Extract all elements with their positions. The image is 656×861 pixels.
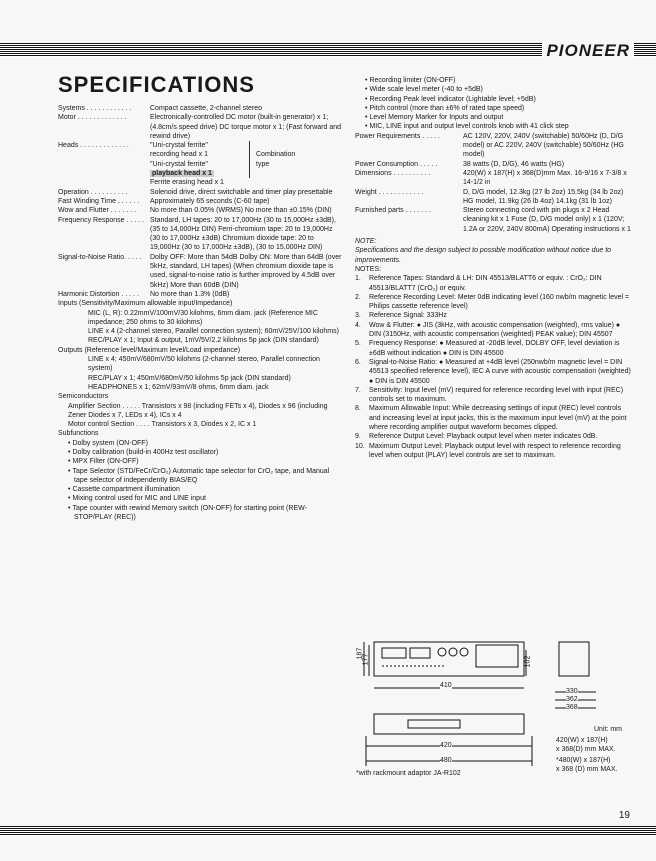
caption: x 368 (D) mm MAX. [556,766,618,773]
dim-label: 177 [362,653,370,666]
page-number: 19 [618,810,630,821]
spec-heads: Heads . . . . . . . . . . . . . "Uni-crystal ferrite" recording head x 1 "Uni-crystal ferrite" playback head x 1 Combination type Ferrite erasing head x 1 [58,142,296,187]
brand-logo: PIONEER [542,41,634,61]
left-column [58,104,343,522]
output-item: HEADPHONES x 1; 62mV/93mV/8 ohms, 6mm diam. jack [88,383,269,391]
spec-wow-flutter: Wow and Flutter . . . . . . . No more than 0.05% (WRMS) No more than ±0.15% (DIN) [58,207,332,215]
subfunction-item: • Cassette compartment illumination [74,485,343,494]
spec-operation: Operation . . . . . . . . . . Solenoid drive, direct switchable and timer play presettable [58,188,333,196]
outputs-heading: Outputs (Reference level/Maximum level/Load impedance) [58,346,241,354]
spec-motor: Motor . . . . . . . . . . . . . Electronically-controlled DC motor (built-in generator) x 1; (4.8cm/s speed drive) DC torque motor x 1; (Fast forward and rewind drive) [58,114,342,140]
dim-label: 362 [566,696,578,703]
input-item: MIC (L, R): 0.22mmV/100mV/30 kilohms, 6mm diam. jack (Reference MIC impedance; 250 ohms to 30 kilohms) [88,309,318,326]
feature-item: • Recording limiter (ON-OFF) [371,76,631,85]
spec-weight: Weight . . . . . . . . . . . . D, D/G model, 12.3kg (27 lb 2oz) 15.5kg (34 lb 2oz) HG model, 11.9kg (26 lb 4oz) 14.1kg (31 lb 1oz) [355,188,624,205]
feature-item: • MIC, LINE input and output level controls knob with 41 click step [371,122,631,131]
note-item: 2. Reference Recording Level: Meter 0dB indicating level (160 nwb/m magnetic level = Philips cassette reference level) [355,293,630,311]
feature-item: • Wide scale level meter (-40 to +5dB) [371,85,631,94]
subfunction-item: • Dolby calibration (build-in 400Hz test oscillator) [74,448,343,457]
note-item: 7. Sensitivity: Input level (mV) required for reference recording level with input (REC) controls set to maximum. [355,386,624,404]
feature-item: • Pitch control (more than ±6% of rated tape speed) [371,104,631,113]
input-item: LINE x 4 (2-channel stereo, Parallel connection system); 60mV/25V/100 kilohms) [88,328,339,336]
feature-item: • Level Memory Marker for Inputs and output [371,113,631,122]
right-column [355,76,631,460]
notes-heading: NOTES: [355,265,382,273]
note-item: 3. Reference Signal: 333Hz [355,312,447,320]
input-item: REC/PLAY x 1; Input & output, 1mV/5V/2.2 kilohms 5p jack (DIN standard) [88,337,319,345]
note-text: Specifications and the design subject to possible modification without notice due to improvements. [355,247,612,264]
spec-distortion: Harmonic Distortion . . . . . No more than 1.3% (0dB) [58,290,230,298]
spec-consumption: Power Consumption . . . . . 38 watts (D, D/G), 46 watts (HG) [355,160,565,168]
footer-rule [0,826,656,836]
spec-power: Power Requirements . . . . . AC 120V, 220V, 240V (switchable) 50/60Hz (D, D/G model) or AC 220V, 240V (switchable) 50/60Hz (HG model) [355,132,624,159]
subfunctions-heading: Subfunctions [58,430,99,438]
page-title: SPECIFICATIONS [58,72,255,97]
amplifier-section: Amplifier Section . . . . . Transistors x 98 (including FETs x 4), Diodes x 96 (including Zener Diodes x 7, LEDs x 4), ICs x 4 [68,402,328,419]
note-item: 8. Maximum Allowable Input: While decreasing settings of input (REC) level controls and increasing level at input jacks, this is the maximum input level (mV) at the point where recording amplifier output waveform becomes clipped. [355,405,627,431]
caption: *480(W) x 187(H) [556,757,611,764]
spec-snr: Signal-to-Noise Ratio. . . . . Dolby OFF: More than 54dB Dolby ON: More than 64dB (over 5kHz, standard, LH tapes) (When chromium dioxide tape is used, signal-to-noise ratio is further improved by 4.5dB over 5kHz) More than 60dB (DIN) [58,253,342,289]
dim-label: 410 [440,682,452,689]
spec-dimensions: Dimensions . . . . . . . . . . 420(W) x 187(H) x 368(D)mm Max. 16-9/16 x 7-3/8 x 14-1/2 in [355,169,627,187]
subfunction-item: • Mixing control used for MIC and LINE input [74,494,343,503]
caption: *with rackmount adaptor JA-R102 [356,770,461,777]
subfunction-item: • Tape Selector (STD/FeCr/CrO₂) Automatic tape selector for CrO₂ tape, and Manual tape selector of independently BIAS/EQ [74,467,343,486]
dim-label: 368 [566,704,578,711]
subfunction-item: • MPX Filter (ON-OFF) [74,457,343,466]
note-item: 9. Reference Output Level: Playback output level when meter indicates 0dB. [355,433,598,441]
dim-label: 187 [356,647,364,660]
note-item: 10. Maximum Output Level: Playback output level with respect to reference recording level when output (PLAY) level controls are set to maximum. [355,442,621,459]
subfunction-item: • Tape counter with rewind Memory switch (ON-OFF) for starting point (REW-STOP/PLAY (REC)) [74,504,343,523]
inputs-heading: Inputs (Sensitivity/Maximum allowable input/Impedance) [58,300,233,308]
note-heading: NOTE: [355,238,377,246]
subfunction-item: • Dolby system (ON-OFF) [74,439,343,448]
dim-label: 420 [440,742,452,749]
dimension-diagram [356,636,638,816]
spec-systems: Systems . . . . . . . . . . . . Compact cassette, 2-channel stereo [58,105,263,112]
motor-control-section: Motor control Section . . . . Transistors x 3, Diodes x 2, IC x 1 [68,421,257,429]
feature-item: • Recording Peak level indicator (Lightable level; +5dB) [371,95,631,104]
dim-label: 102 [524,655,532,668]
spec-furnished: Furnished parts . . . . . . . Stereo connecting cord with pin plugs x 2 Head cleaning kit x 1 Fuse (D, D/G model only) x 1 (120V; 1.2A or 220V, 240V 800mA) Operating instructions x 1 [355,207,631,233]
note-item: 5. Frequency Response: ● Measured at -20dB level, DOLBY OFF, level deviation is ±6dB without indication ● DIN is DIN 45500 [355,340,620,357]
note-item: 4. Wow & Flutter: ● JIS (3kHz, with acoustic compensation (weighted), rms value) ● DIN (3150Hz, with acoustic compensation (weighted) PEAK value); DIN 45507 [355,321,621,339]
caption: x 368(D) mm MAX. [556,746,616,753]
highlighted-text: playback head x 1 [152,170,212,178]
dim-label: 480 [440,757,452,764]
spec-frequency: Frequency Response . . . . . Standard, LH tapes: 20 to 17,000Hz (30 to 15,000Hz ±3dB), (35 to 14,000Hz DIN) Ferri-chromium tape: 20 to 19,000Hz (30 to 17,000Hz ±3dB) Chromium dioxide tape: 20 to 19,000Hz (30 to 17,000Hz ±3dB), (30 to 15,000Hz DIN) [58,216,336,252]
spec-fast-winding: Fast Winding Time . . . . . . Approximately 65 seconds (C-60 tape) [58,197,270,205]
output-item: LINE x 4; 450mV/680mV/50 kilohms (2-channel stereo, Parallel connection system) [88,356,320,373]
note-item: 6. Signal-to-Noise Ratio: ● Measured at +4dB level (250nwb/m magnetic level = DIN 45513 specified reference level), IEC A curve with acoustic compensation (weighted) ● DIN is DIN 45500 [355,358,631,385]
caption: 420(W) x 187(H) [556,737,608,744]
unit-label: Unit: mm [594,726,622,733]
semiconductors-heading: Semiconductors [58,393,109,401]
note-item: 1. Reference Tapes: Standard & LH: DIN 45513/BLATT6 or equiv. : CrO₂: DIN 45513/BLATT7 (CrO₂) or equiv. [355,275,602,292]
dim-label: 330 [566,688,578,695]
output-item: REC/PLAY x 1; 450mV/680mV/50 kilohms 5p jack (DIN standard) [88,374,291,382]
